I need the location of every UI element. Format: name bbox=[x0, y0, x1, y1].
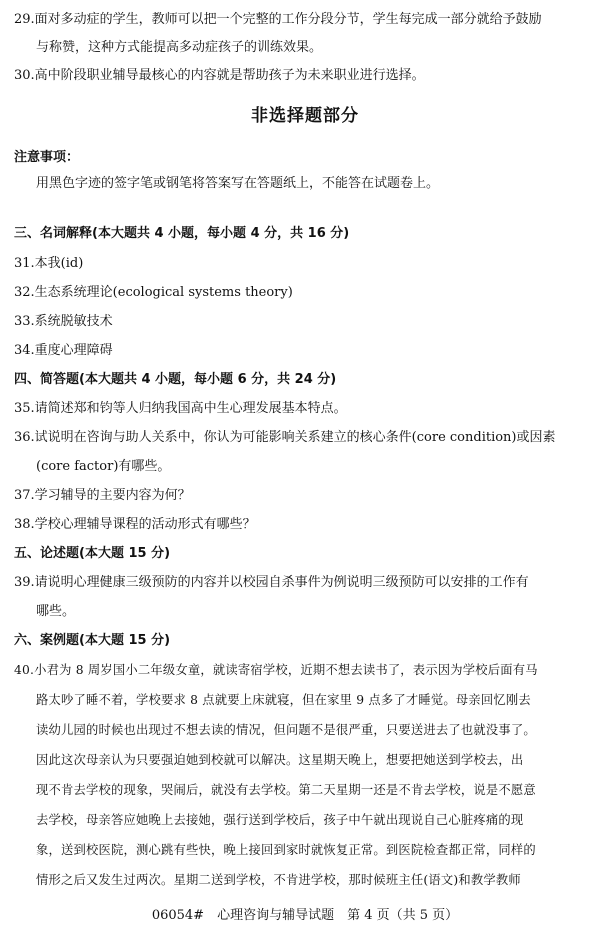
part4-heading: 四、简答题(本大题共 4 小题，每小题 6 分，共 24 分) bbox=[14, 372, 337, 387]
question-38: 38.学校心理辅导课程的活动形式有哪些？ bbox=[14, 517, 256, 532]
page-footer: 06054# 心理咨询与辅导试题 第 4 页（共 5 页） bbox=[151, 908, 459, 923]
question-34: 34.重度心理障碍 bbox=[14, 343, 113, 358]
part6-heading: 六、案例题(本大题 15 分) bbox=[14, 633, 171, 648]
question-39-line1: 39.请说明心理健康三级预防的内容并以校园自杀事件为例说明三级预防可以安排的工作有 bbox=[14, 575, 529, 590]
question-39-line2: 哪些。 bbox=[36, 604, 76, 619]
question-36-line1: 36.试说明在咨询与助人关系中，你认为可能影响关系建立的核心条件(core condition)或因素 bbox=[14, 430, 556, 445]
question-32: 32.生态系统理论(ecological systems theory) bbox=[14, 285, 293, 300]
question-29-line1: 29.面对多动症的学生，教师可以把一个完整的工作分段分节，学生每完成一部分就给予鼓励 bbox=[14, 12, 542, 27]
question-35: 35.请简述郑和钧等人归纳我国高中生心理发展基本特点。 bbox=[14, 401, 347, 416]
question-40-line: 路太吵了睡不着，学校要求 8 点就要上床就寝，但在家里 9 点多了才睡觉。母亲回忆刚去 bbox=[36, 693, 531, 707]
question-40-line: 象，送到校医院，测心跳有些快，晚上接回到家时就恢复正常。到医院检查都正常，同样的 bbox=[36, 843, 536, 857]
question-36-line2: (core factor)有哪些。 bbox=[36, 459, 171, 474]
section-title: 非选择题部分 bbox=[251, 106, 359, 126]
question-40-line: 读幼儿园的时候也出现过不想去读的情况，但问题不是很严重，只要送进去了也就没事了。 bbox=[36, 723, 536, 737]
question-40-line: 情形之后又发生过两次。星期二送到学校，不肯进学校，那时候班主任(语文)和教学教师 bbox=[36, 873, 521, 887]
question-40-line: 40.小君为 8 周岁国小二年级女童，就读寄宿学校，近期不想去读书了，表示因为学校后面有马 bbox=[14, 663, 538, 677]
question-33: 33.系统脱敏技术 bbox=[14, 314, 113, 329]
part3-heading: 三、名词解释(本大题共 4 小题，每小题 4 分，共 16 分) bbox=[14, 226, 350, 241]
notice-title: 注意事项： bbox=[14, 150, 80, 165]
question-40-line: 去学校，母亲答应她晚上去接她，强行送到学校后，孩子中午就出现说自己心脏疼痛的现 bbox=[36, 813, 524, 827]
question-37: 37.学习辅导的主要内容为何？ bbox=[14, 488, 191, 503]
notice-body: 用黑色字迹的签字笔或钢笔将答案写在答题纸上，不能答在试题卷上。 bbox=[36, 176, 440, 191]
question-40-line: 因此这次母亲认为只要强迫她到校就可以解决。这星期天晚上，想要把她送到学校去，出 bbox=[36, 753, 524, 767]
question-31: 31.本我(id) bbox=[14, 256, 84, 271]
question-29-line2: 与称赞，这种方式能提高多动症孩子的训练效果。 bbox=[36, 40, 323, 55]
part5-heading: 五、论述题(本大题 15 分) bbox=[14, 546, 171, 561]
question-40-line: 现不肯去学校的现象，哭闹后，就没有去学校。第二天星期一还是不肯去学校，说是不愿意 bbox=[36, 783, 536, 797]
question-30: 30.高中阶段职业辅导最核心的内容就是帮助孩子为未来职业进行选择。 bbox=[14, 68, 425, 83]
